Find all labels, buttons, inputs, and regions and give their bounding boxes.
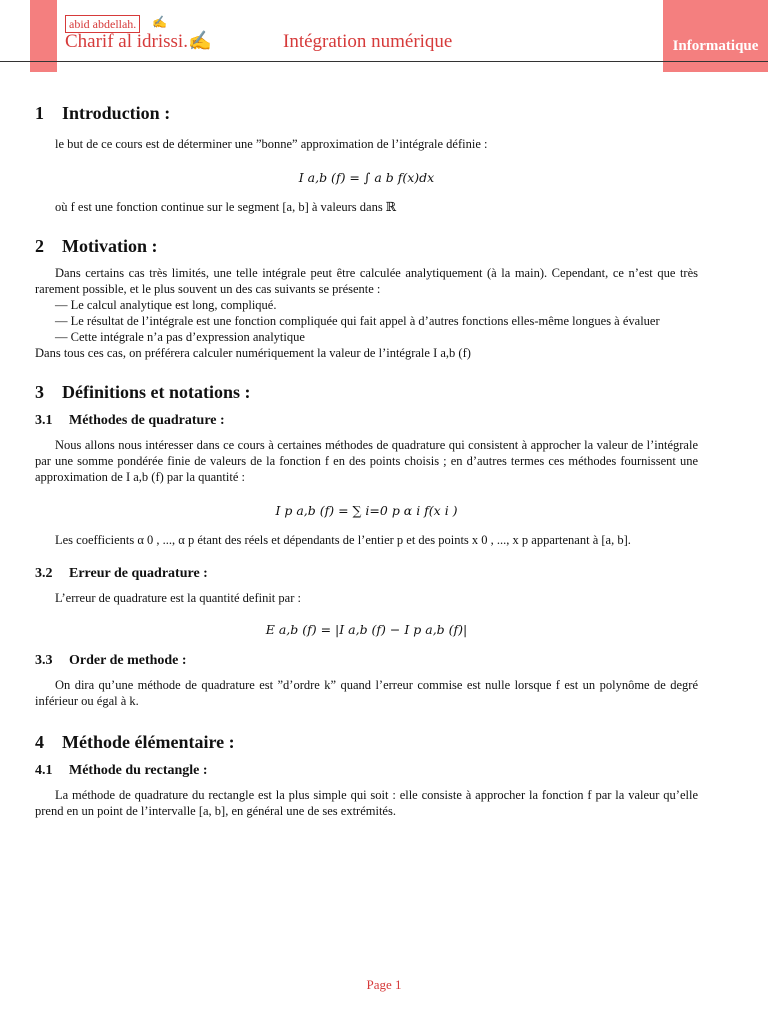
section-4-1-para-1: La méthode de quadrature du rectangle est la plus simple qui soit : elle consiste à approcher la fonction f par la valeur qu’elle prend en un point de l’intervalle [a, b], en général une de ses extrémités. — [35, 788, 698, 818]
section-3-2-para-1: L’erreur de quadrature est la quantité definit par : — [55, 591, 301, 605]
equation-error: E a,b (f) = |I a,b (f) − I p a,b (f)| — [265, 622, 468, 637]
section-2-para-1: Dans certains cas très limités, une telle intégrale peut être calculée analytiquement (à la main). Cependant, ce n’est que très rarement possible, et le plus souvent un des cas suivants se présente : — [35, 266, 698, 296]
section-2-list — [35, 297, 698, 345]
list-item: — Le résultat de l’intégrale est une fonction compliquée qui fait appel à d’autres fonctions elles-même longues à évaluer — [55, 314, 660, 328]
subject-label: Informatique — [672, 38, 759, 54]
author-main: Charif al idrissi.✍ — [65, 31, 212, 52]
section-2-heading: 2 Motivation : — [35, 236, 158, 256]
section-3-1-para-2: Les coefficients α 0 , ..., α p étant des réels et dépendants de l’entier p et des points x 0 , ..., x p appartenant à [a, b]. — [55, 533, 631, 547]
section-3-2-heading: 3.2 Erreur de quadrature : — [35, 566, 208, 581]
page-number: Page 1 — [366, 977, 402, 992]
section-1-para-1: le but de ce cours est de déterminer une ”bonne” approximation de l’intégrale définie : — [55, 137, 488, 151]
section-3-3-para-1: On dira qu’une méthode de quadrature est ”d’ordre k” quand l’erreur commise est nulle lorsque f est un polynôme de degré inférieur ou égal à k. — [35, 678, 698, 708]
section-4-1-heading: 4.1 Méthode du rectangle : — [35, 763, 208, 778]
equation-integral: I a,b (f) = ∫ a b f(x)dx — [298, 170, 435, 185]
section-4-heading: 4 Méthode élémentaire : — [35, 732, 235, 752]
author-small: abid abdellah. — [65, 15, 140, 33]
section-3-1-para-1: Nous allons nous intéresser dans ce cours à certaines méthodes de quadrature qui consistent à approcher la valeur de l’intégrale par une somme pondérée finie de valeurs de la fonction f en des points choisis ; en d’autres termes ces méthodes fournissent une approximation de I a,b (f) par la quantité : — [35, 438, 698, 484]
section-3-heading: 3 Définitions et notations : — [35, 382, 251, 402]
section-3-3-heading: 3.3 Order de methode : — [35, 653, 187, 668]
document-title: Intégration numérique — [283, 31, 453, 52]
section-1-heading: 1 Introduction : — [35, 103, 171, 123]
pen-icon: ✍ — [152, 15, 167, 29]
page-content — [35, 100, 698, 819]
list-item: — Cette intégrale n’a pas d’expression analytique — [55, 330, 305, 344]
equation-quadrature: I p a,b (f) = ∑ i=0 p α i f(x i ) — [275, 503, 458, 518]
section-3-1-heading: 3.1 Méthodes de quadrature : — [35, 413, 225, 428]
section-1-para-2: où f est une fonction continue sur le segment [a, b] à valeurs dans ℝ — [55, 200, 397, 214]
list-item: — Le calcul analytique est long, compliqué. — [55, 298, 277, 312]
section-2-para-2: Dans tous ces cas, on préférera calculer numériquement la valeur de l’intégrale I a,b (f) — [35, 346, 471, 360]
header-rule — [0, 61, 768, 62]
